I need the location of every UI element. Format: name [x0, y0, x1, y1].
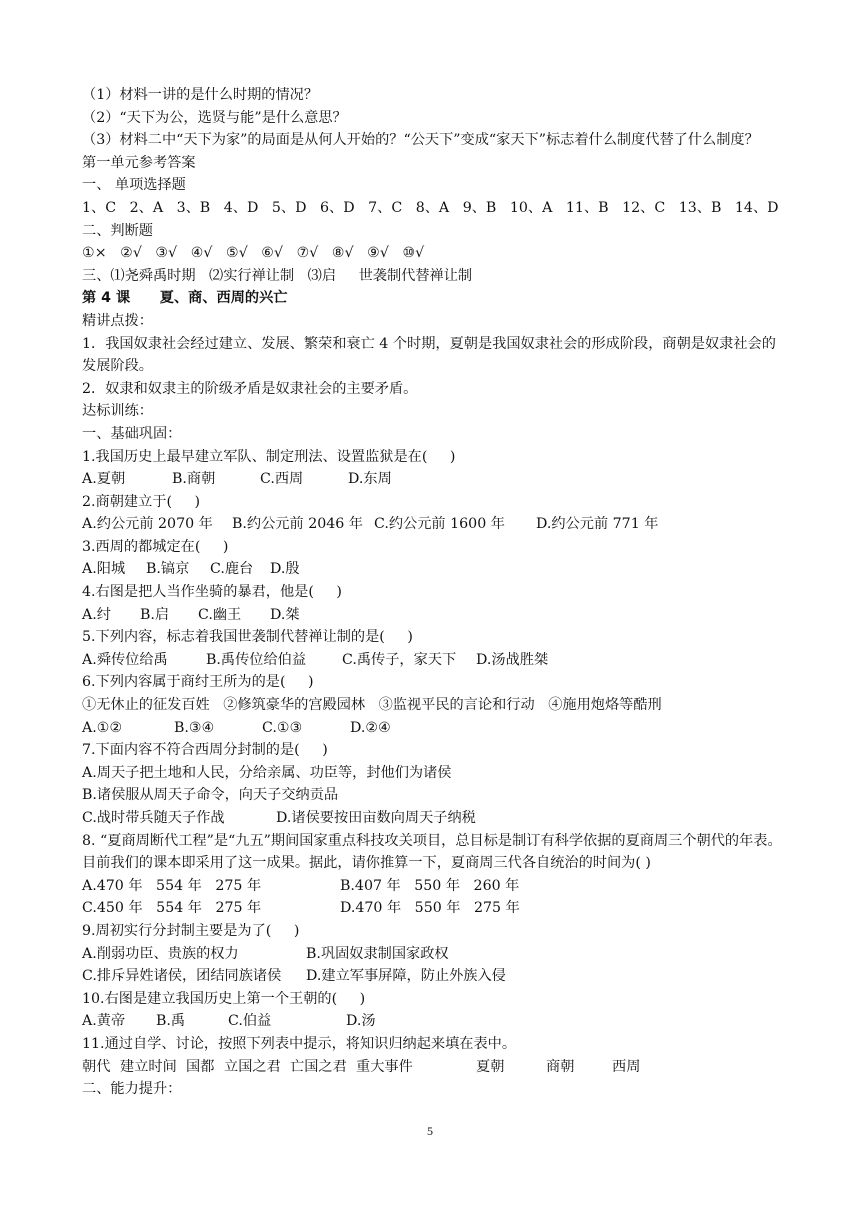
option-a: A.470 年 554 年 275 年: [82, 877, 262, 894]
mc-question-7-options: [82, 807, 782, 830]
question-3-text: （3）材料二中“天下为家”的局面是从何人开始的？“公天下”变成“家天下”标志着什么制度代替了什么制度？: [82, 132, 759, 149]
table-dynasty-xia: 夏朝: [476, 1058, 505, 1075]
option-a: A.黄帝: [82, 1013, 126, 1030]
page-number: 5: [427, 1124, 433, 1138]
answers-section-1-line: 1、C 2、A 3、B 4、D 5、D 6、D 7、C 8、A 9、B 10、A 11、B 12、C 13、B 14、D: [82, 199, 779, 216]
mc-question-8-options-row-1: [82, 875, 782, 898]
lesson-title: 第 4 课 夏、商、西周的兴亡: [82, 290, 288, 307]
option-d: D.桀: [270, 606, 300, 623]
answers-title: 第一单元参考答案: [82, 154, 196, 171]
option-b: B.镐京: [146, 561, 190, 578]
option-b: B.禹: [156, 1013, 186, 1030]
ability-section-label: 二、能力提升：: [82, 1081, 182, 1098]
option-d: D.470 年 550 年 275 年: [340, 900, 520, 917]
option-d: D.②④: [350, 719, 391, 736]
table-header-last-ruler: 亡国之君: [290, 1058, 347, 1075]
question-11-stem: 11.通过自学、讨论，按照下列表中提示，将知识归纳起来填在表中。: [82, 1035, 517, 1052]
option-a: A.夏朝: [82, 471, 126, 488]
option-a: A.阳城: [82, 561, 126, 578]
option-d: D.约公元前 771 年: [536, 516, 659, 533]
mc-question-9-stem: 9.周初实行分封制主要是为了( ): [82, 922, 300, 939]
mc-question-4-stem: 4.右图是把人当作坐骑的暴君，他是( ): [82, 584, 342, 601]
question-1-text: （1）材料一讲的是什么时期的情况？: [82, 87, 319, 103]
option-c: C.排斥异姓诸侯，团结同族诸侯: [82, 968, 282, 985]
option-a: A.削弱功臣、贵族的权力: [82, 945, 239, 962]
mc-question-10-stem: 10.右图是建立我国历史上第一个王朝的( ): [82, 990, 366, 1007]
mc-question-8-options-row-2: [82, 897, 782, 920]
option-c: C.约公元前 1600 年: [374, 516, 505, 533]
guide-point-2: 2．奴隶和奴隶主的阶级矛盾是奴隶社会的主要矛盾。: [82, 380, 418, 397]
option-c: C.450 年 554 年 275 年: [82, 900, 262, 917]
option-c: C.西周: [260, 471, 304, 488]
question-2-text: （2）“天下为公，选贤与能”是什么意思？: [82, 109, 347, 126]
mc-question-5-options: [82, 649, 782, 672]
option-a: A.周天子把土地和人民，分给亲属、功臣等，封他们为诸侯: [82, 764, 452, 781]
mc-question-5-stem: 5.下列内容，标志着我国世袭制代替禅让制的是( ): [82, 629, 413, 646]
option-d: D.殷: [270, 561, 300, 578]
answers-section-3-line: 三、⑴尧舜禹时期 ⑵实行禅让制 ⑶启 世袭制代替禅让制: [82, 267, 473, 284]
option-a: A.①②: [82, 719, 123, 736]
option-b: B.启: [140, 606, 170, 623]
option-a: A.舜传位给禹: [82, 651, 168, 668]
page-content: [82, 84, 782, 1101]
option-a: A.纣: [82, 606, 111, 623]
mc-question-3-options: [82, 558, 782, 581]
option-d: D.诸侯要按田亩数向周天子纳税: [276, 810, 476, 826]
option-b: B.禹传位给伯益: [206, 651, 307, 668]
mc-question-7-stem: 7.下面内容不符合西周分封制的是( ): [82, 742, 328, 759]
option-d: D.汤: [346, 1013, 376, 1030]
guide-label: 精讲点拨：: [82, 312, 153, 329]
option-c: C.鹿台: [210, 561, 254, 578]
mc-question-2-stem: 2.商朝建立于( ): [82, 493, 201, 510]
mc-question-9-options-row-1: [82, 943, 782, 966]
option-b: B.巩固奴隶制国家政权: [306, 945, 449, 962]
mc-question-6-stem: 6.下列内容属于商纣王所为的是( ): [82, 674, 314, 691]
mc-question-10-options: [82, 1010, 782, 1033]
mc-question-1-stem: 1.我国历史上最早建立军队、制定刑法、设置监狱是在( ): [82, 448, 456, 465]
table-header-dynasty: 朝代: [82, 1058, 111, 1075]
option-c: C.幽王: [198, 606, 242, 623]
mc-question-4-options: [82, 604, 782, 627]
mc-question-2-options: [82, 513, 782, 536]
basic-section-label: 一、基础巩固：: [82, 425, 182, 442]
option-d: D.东周: [348, 471, 392, 488]
mc-question-8-stem: 8. “夏商周断代工程”是“九五”期间国家重点科技攻关项目，总目标是制订有科学依据的夏商周三个朝代的年表。目前我们的课本即采用了这一成果。据此，请你推算一下，夏商周三代各自统治的时间为( ): [82, 832, 782, 872]
option-c: C.①③: [262, 719, 303, 736]
training-label: 达标训练：: [82, 403, 153, 420]
option-c: C.伯益: [228, 1013, 272, 1030]
mc-question-9-options-row-2: [82, 965, 782, 988]
mc-question-3-stem: 3.西周的都城定在( ): [82, 538, 229, 555]
option-d: D.汤战胜桀: [476, 651, 549, 668]
answers-section-2-heading: 二、判断题: [82, 222, 153, 239]
mc-question-6-statements: ①无休止的征发百姓 ②修筑豪华的宫殿园林 ③监视平民的言论和行动 ④施用炮烙等酷刑: [82, 697, 662, 714]
table-header-major-events: 重大事件: [356, 1058, 413, 1075]
mc-question-6-options: [82, 717, 782, 740]
table-dynasty-shang: 商朝: [546, 1058, 575, 1075]
mc-question-1-options: [82, 468, 782, 491]
table-dynasty-western-zhou: 西周: [612, 1058, 641, 1075]
answers-section-2-line: ①× ②√ ③√ ④√ ⑤√ ⑥√ ⑦√ ⑧√ ⑨√ ⑩√: [82, 245, 425, 262]
table-header-capital: 国都: [186, 1058, 215, 1075]
table-header-founder: 立国之君: [224, 1058, 281, 1075]
option-c: C.战时带兵随天子作战: [82, 810, 225, 826]
option-a: A.约公元前 2070 年: [82, 516, 213, 533]
option-b: B.407 年 550 年 260 年: [340, 877, 520, 894]
option-b: B.诸侯服从周天子命令，向天子交纳贡品: [82, 787, 339, 804]
option-b: B.③④: [174, 719, 215, 736]
table-header-founding-time: 建立时间: [120, 1058, 177, 1075]
answers-section-1-heading: 一、 单项选择题: [82, 177, 186, 194]
option-d: D.建立军事屏障，防止外族入侵: [306, 968, 506, 985]
guide-point-1: 1．我国奴隶社会经过建立、发展、繁荣和衰亡 4 个时期，夏朝是我国奴隶社会的形成阶段，商朝是奴隶社会的发展阶段。: [82, 335, 776, 375]
option-b: B.商朝: [172, 471, 216, 488]
option-c: C.禹传子，家天下: [342, 651, 457, 668]
option-b: B.约公元前 2046 年: [232, 516, 363, 533]
summary-table-line: [82, 1056, 782, 1079]
